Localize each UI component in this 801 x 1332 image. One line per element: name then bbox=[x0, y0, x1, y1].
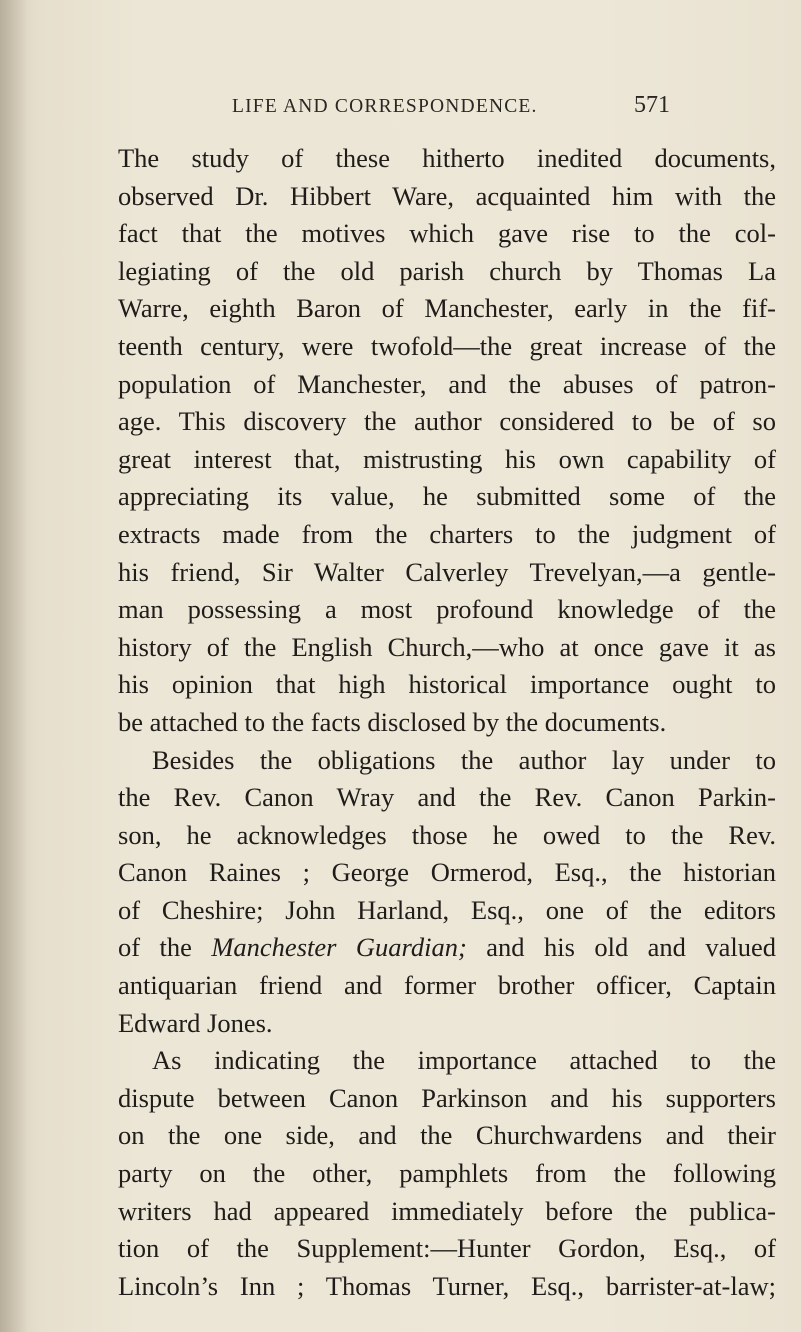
body-text bbox=[118, 140, 776, 1305]
text-line: fact that the motives which gave rise to the col- bbox=[118, 218, 776, 249]
paragraph-1 bbox=[118, 140, 776, 742]
text-fragment: of the bbox=[118, 932, 212, 963]
text-line: Besides the obligations the author lay under to bbox=[152, 744, 776, 775]
text-line: tion of the Supplement:—Hunter Gordon, Esq., of bbox=[118, 1233, 776, 1264]
text-line: on the one side, and the Churchwardens and their bbox=[118, 1120, 776, 1151]
text-line: of Cheshire; John Harland, Esq., one of the editors bbox=[118, 894, 776, 925]
page-number: 571 bbox=[634, 92, 670, 118]
text-line: be attached to the facts disclosed by the documents. bbox=[118, 706, 667, 737]
text-line: writers had appeared immediately before the publica- bbox=[118, 1195, 776, 1226]
text-line: population of Manchester, and the abuses of patron- bbox=[118, 368, 776, 399]
text-line: legiating of the old parish church by Thomas La bbox=[118, 255, 776, 286]
text-line: appreciating its value, he submitted some of the bbox=[118, 481, 776, 512]
text-line: great interest that, mistrusting his own capability of bbox=[118, 443, 776, 474]
text-line: dispute between Canon Parkinson and his supporters bbox=[118, 1082, 776, 1113]
text-line: The study of these hitherto inedited documents, bbox=[118, 143, 776, 173]
text-line: Edward Jones. bbox=[118, 1007, 273, 1038]
gutter-shadow bbox=[0, 0, 28, 1332]
text-line: party on the other, pamphlets from the following bbox=[118, 1158, 776, 1189]
paragraph-2 bbox=[118, 742, 776, 1043]
text-line: Lincoln’s Inn ; Thomas Turner, Esq., barrister-at-law; bbox=[118, 1270, 776, 1301]
paragraph-3 bbox=[118, 1042, 776, 1305]
text-line: man possessing a most profound knowledge of the bbox=[118, 594, 776, 625]
italic-title: Manchester Guardian; bbox=[211, 932, 467, 963]
text-line: Canon Raines ; George Ormerod, Esq., the historian bbox=[118, 857, 776, 888]
page-header bbox=[0, 92, 801, 132]
text-line: teenth century, were twofold—the great increase of the bbox=[118, 330, 776, 361]
text-line: son, he acknowledges those he owed to the Rev. bbox=[118, 819, 776, 850]
running-head: LIFE AND CORRESPONDENCE. bbox=[232, 96, 538, 117]
text-line: his friend, Sir Walter Calverley Trevelyan,—a gentle- bbox=[118, 556, 776, 587]
text-line: extracts made from the charters to the judgment of bbox=[118, 518, 776, 549]
text-line: age. This discovery the author considered to be of so bbox=[118, 406, 776, 437]
text-line: Warre, eighth Baron of Manchester, early in the fif- bbox=[118, 293, 776, 324]
text-line: As indicating the importance attached to the bbox=[152, 1045, 776, 1076]
text-line-with-italic bbox=[118, 929, 776, 967]
text-line: the Rev. Canon Wray and the Rev. Canon Parkin- bbox=[118, 782, 776, 813]
text-fragment: and his old and valued bbox=[466, 932, 776, 963]
text-line: observed Dr. Hibbert Ware, acquainted him with the bbox=[118, 180, 776, 211]
text-line: antiquarian friend and former brother officer, Captain bbox=[118, 970, 776, 1001]
text-line: history of the English Church,—who at once gave it as bbox=[118, 631, 776, 662]
text-line: his opinion that high historical importance ought to bbox=[118, 669, 776, 700]
